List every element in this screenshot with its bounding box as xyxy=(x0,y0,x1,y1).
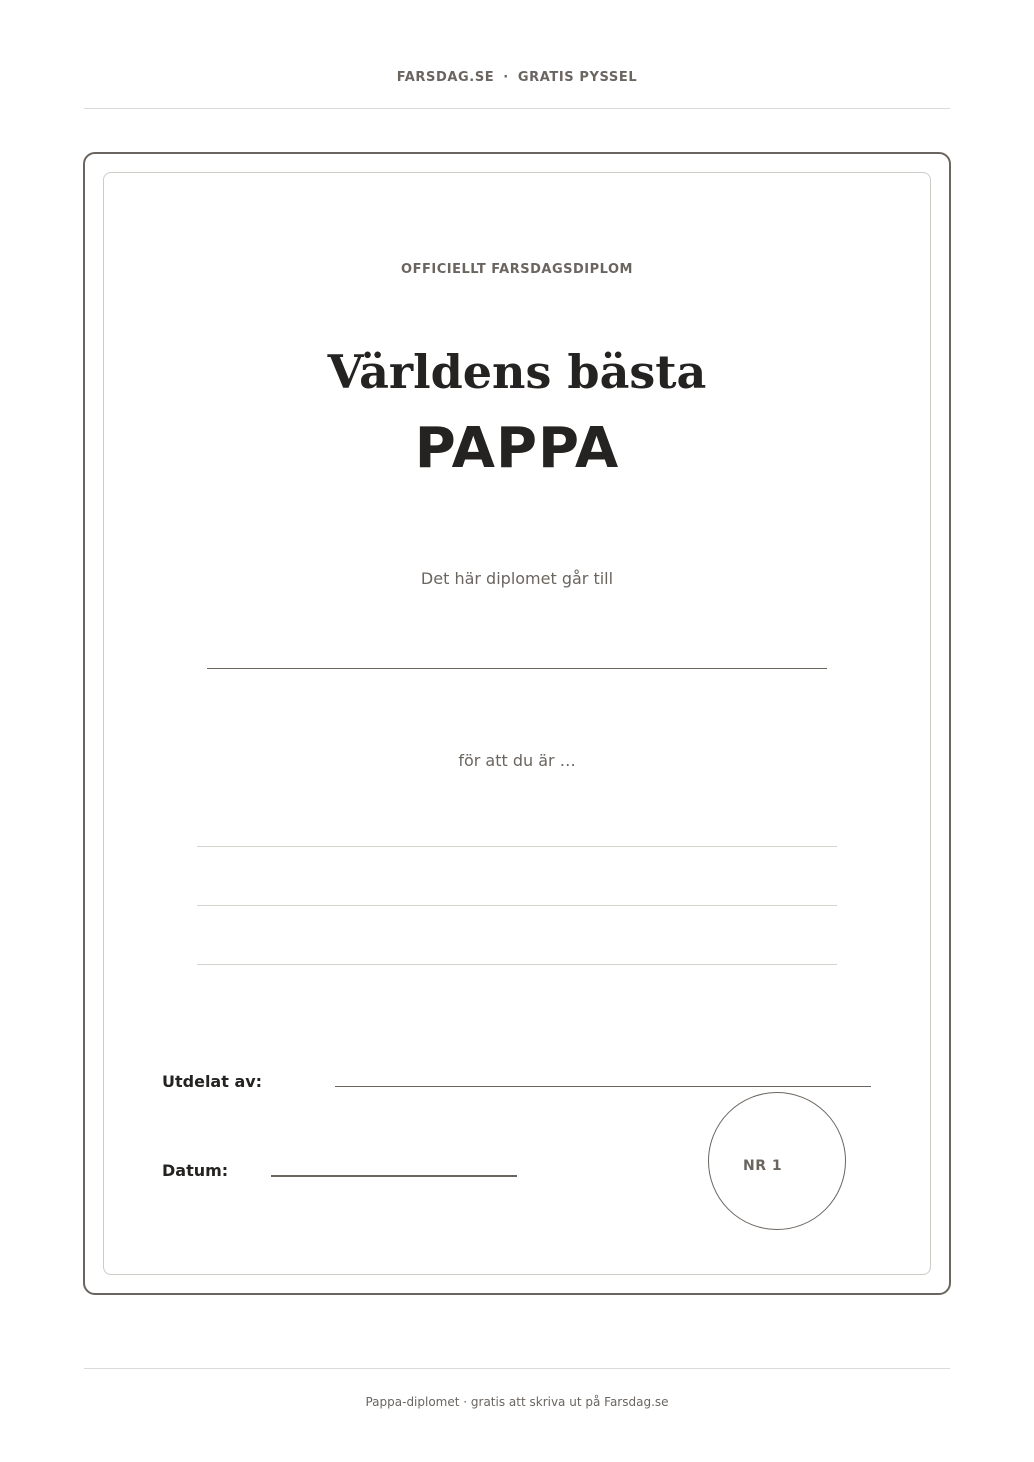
site-header xyxy=(0,70,1034,85)
recipient-name-line xyxy=(207,668,827,669)
reason-prompt: för att du är … xyxy=(458,751,576,770)
given-by-line xyxy=(335,1086,871,1087)
site-section: GRATIS PYSSEL xyxy=(517,70,638,85)
given-by-label: Utdelat av: xyxy=(162,1072,263,1091)
footer-divider xyxy=(84,1368,950,1369)
header-divider xyxy=(84,108,950,109)
date-line xyxy=(271,1175,517,1177)
footer-text: Pappa-diplomet · gratis att skriva ut på Farsdag.se xyxy=(365,1395,669,1409)
recipient-prompt: Det här diplomet går till xyxy=(420,569,614,588)
seal-text: NR 1 xyxy=(743,1158,783,1174)
reason-line-2 xyxy=(197,905,837,906)
site-name: FARSDAG.SE xyxy=(396,70,495,85)
date-label: Datum: xyxy=(162,1161,229,1180)
header-separator: · xyxy=(503,70,509,85)
diploma-subtitle: PAPPA xyxy=(414,416,620,481)
diploma-kicker: OFFICIELLT FARSDAGSDIPLOM xyxy=(401,262,633,277)
reason-line-3 xyxy=(197,964,837,965)
reason-line-1 xyxy=(197,846,837,847)
diploma-title: Världens bästa xyxy=(327,345,707,399)
